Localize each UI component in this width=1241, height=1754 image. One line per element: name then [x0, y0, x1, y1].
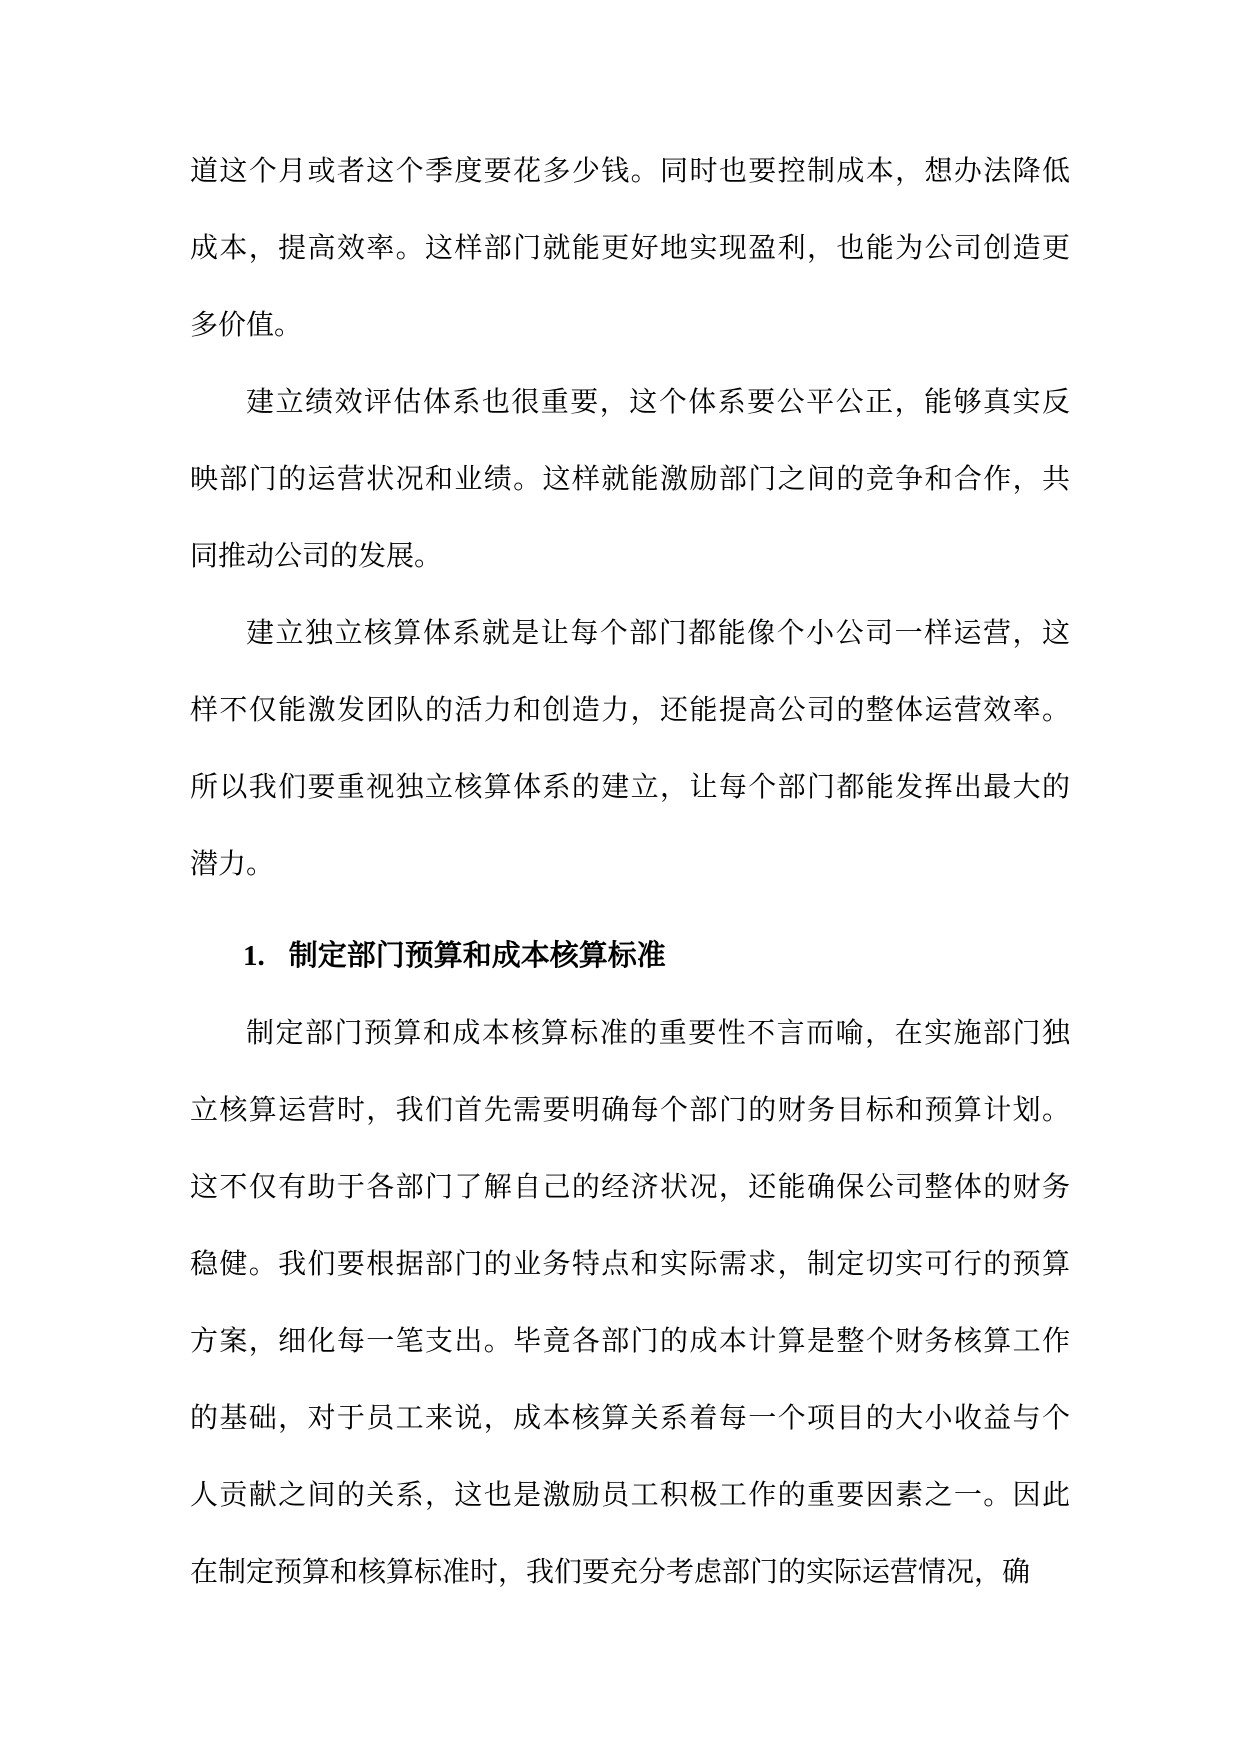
text-line: 成本，提高效率。这样部门就能更好地实现盈利，也能为公司创造更	[190, 233, 1070, 264]
text-line: 潜力。	[190, 849, 275, 880]
text-line: 映部门的运营状况和业绩。这样就能激励部门之间的竞争和合作，共	[190, 464, 1070, 495]
paragraph	[190, 595, 1070, 903]
paragraph	[190, 995, 1070, 1611]
text-line: 建立绩效评估体系也很重要，这个体系要公平公正，能够真实反	[246, 387, 1070, 418]
text-line: 建立独立核算体系就是让每个部门都能像个小公司一样运营，这	[246, 618, 1070, 649]
text-line: 同推动公司的发展。	[190, 541, 443, 572]
document-body	[190, 133, 1070, 1611]
heading-number: 1.	[243, 940, 265, 972]
text-line: 方案，细化每一笔支出。毕竟各部门的成本计算是整个财务核算工作	[190, 1326, 1070, 1357]
text-line: 稳健。我们要根据部门的业务特点和实际需求，制定切实可行的预算	[190, 1249, 1070, 1280]
text-line: 人贡献之间的关系，这也是激励员工积极工作的重要因素之一。因此	[190, 1480, 1070, 1511]
text-line: 多价值。	[190, 310, 303, 341]
heading-text: 制定部门预算和成本核算标准	[288, 940, 666, 972]
text-line: 所以我们要重视独立核算体系的建立，让每个部门都能发挥出最大的	[190, 772, 1070, 803]
paragraph	[190, 364, 1070, 595]
text-line: 样不仅能激发团队的活力和创造力，还能提高公司的整体运营效率。	[190, 695, 1070, 726]
text-line: 立核算运营时，我们首先需要明确每个部门的财务目标和预算计划。	[190, 1095, 1070, 1126]
text-line: 制定部门预算和成本核算标准的重要性不言而喻，在实施部门独	[246, 1018, 1070, 1049]
paragraph	[190, 133, 1070, 364]
text-line: 在制定预算和核算标准时，我们要充分考虑部门的实际运营情况，确	[190, 1557, 1031, 1588]
text-line: 的基础，对于员工来说，成本核算关系着每一个项目的大小收益与个	[190, 1403, 1070, 1434]
section-heading	[190, 918, 1070, 995]
text-line: 这不仅有助于各部门了解自己的经济状况，还能确保公司整体的财务	[190, 1172, 1070, 1203]
text-line: 道这个月或者这个季度要花多少钱。同时也要控制成本，想办法降低	[190, 156, 1070, 187]
